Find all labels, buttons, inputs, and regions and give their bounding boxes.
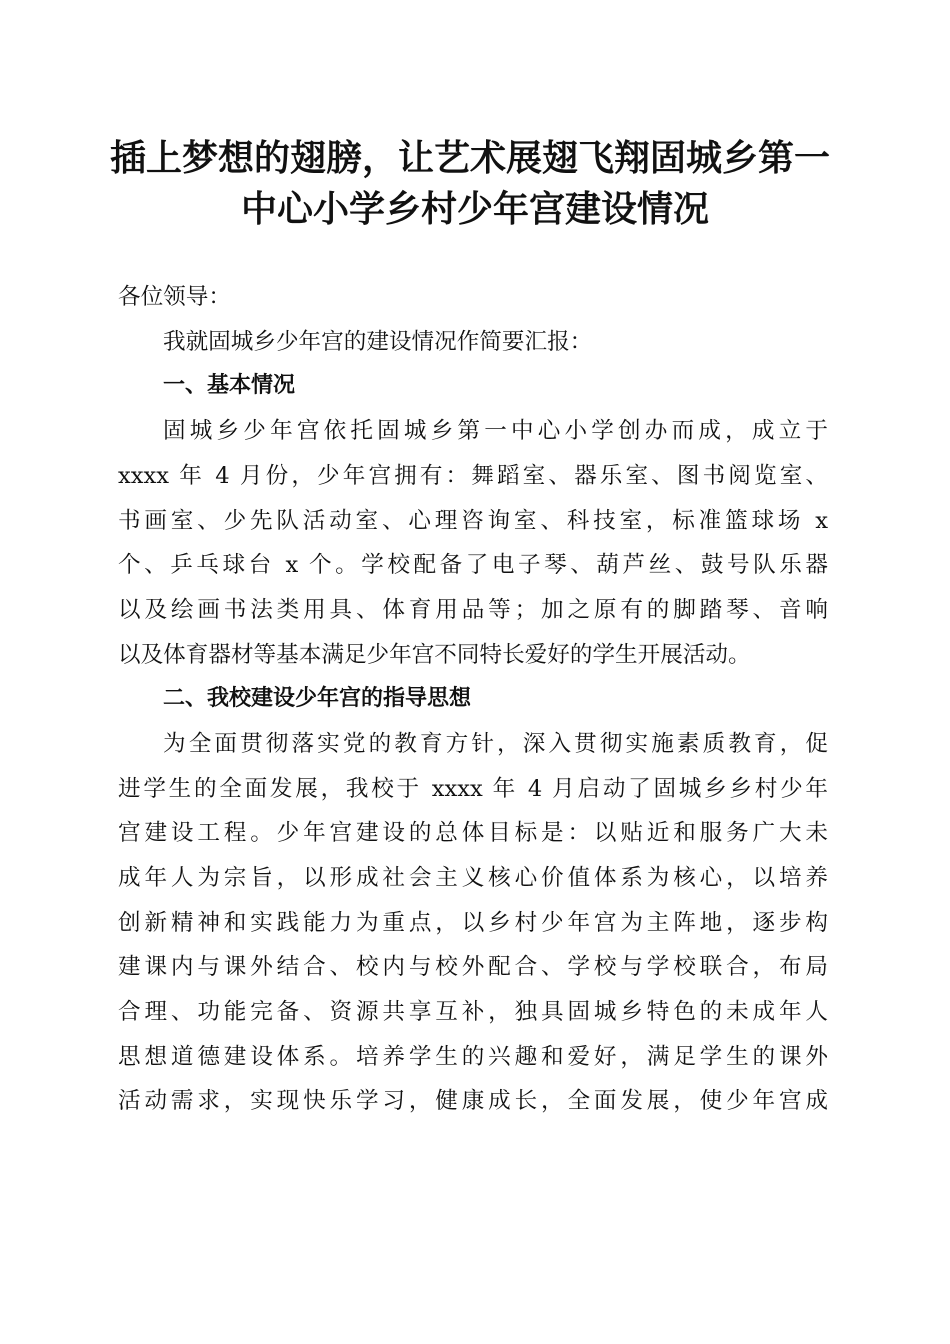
section-1-line: 以及绘画书法类用具、体育用品等；加之原有的脚踏琴、音响 xyxy=(118,597,828,623)
section-2-line: 成年人为宗旨，以形成社会主义核心价值体系为核心，以培养 xyxy=(118,865,828,891)
section-1-line: 以及体育器材等基本满足少年宫不同特长爱好的学生开展活动。 xyxy=(118,642,751,668)
section-2-line: 为全面贯彻落实党的教育方针，深入贯彻实施素质教育，促 xyxy=(163,731,828,757)
intro-paragraph: 我就固城乡少年宫的建设情况作简要汇报： xyxy=(163,329,593,355)
salutation: 各位领导： xyxy=(118,284,231,310)
section-2-line: 进学生的全面发展，我校于 xxxx 年 4 月启动了固城乡乡村少年 xyxy=(118,776,828,802)
section-1-line: 书画室、少先队活动室、心理咨询室、科技室，标准篮球场 x xyxy=(118,508,828,534)
section-1-line: 个、乒乓球台 x 个。学校配备了电子琴、葫芦丝、鼓号队乐器 xyxy=(118,552,828,578)
section-2-line: 创新精神和实践能力为重点，以乡村少年宫为主阵地，逐步构 xyxy=(118,910,828,936)
section-1-heading: 一、基本情况 xyxy=(163,373,296,398)
section-2-line: 思想道德建设体系。培养学生的兴趣和爱好，满足学生的课外 xyxy=(118,1044,828,1070)
section-2-line: 建课内与课外结合、校内与校外配合、学校与学校联合，布局 xyxy=(118,954,828,980)
document-title-line-2: 中心小学乡村少年宫建设情况 xyxy=(240,189,709,230)
section-2-heading: 二、我校建设少年宫的指导思想 xyxy=(163,686,472,711)
section-2-line: 合理、功能完备、资源共享互补，独具固城乡特色的未成年人 xyxy=(118,999,828,1025)
section-2-line: 活动需求，实现快乐学习，健康成长，全面发展，使少年宫成 xyxy=(118,1088,828,1114)
section-1-line: 固城乡少年宫依托固城乡第一中心小学创办而成，成立于 xyxy=(163,418,828,444)
document-title-line-1: 插上梦想的翅膀，让艺术展翅飞翔固城乡第一 xyxy=(110,138,831,179)
section-1-line: xxxx 年 4 月份，少年宫拥有：舞蹈室、器乐室、图书阅览室、 xyxy=(118,463,828,489)
section-2-line: 宫建设工程。少年宫建设的总体目标是：以贴近和服务广大未 xyxy=(118,820,828,846)
